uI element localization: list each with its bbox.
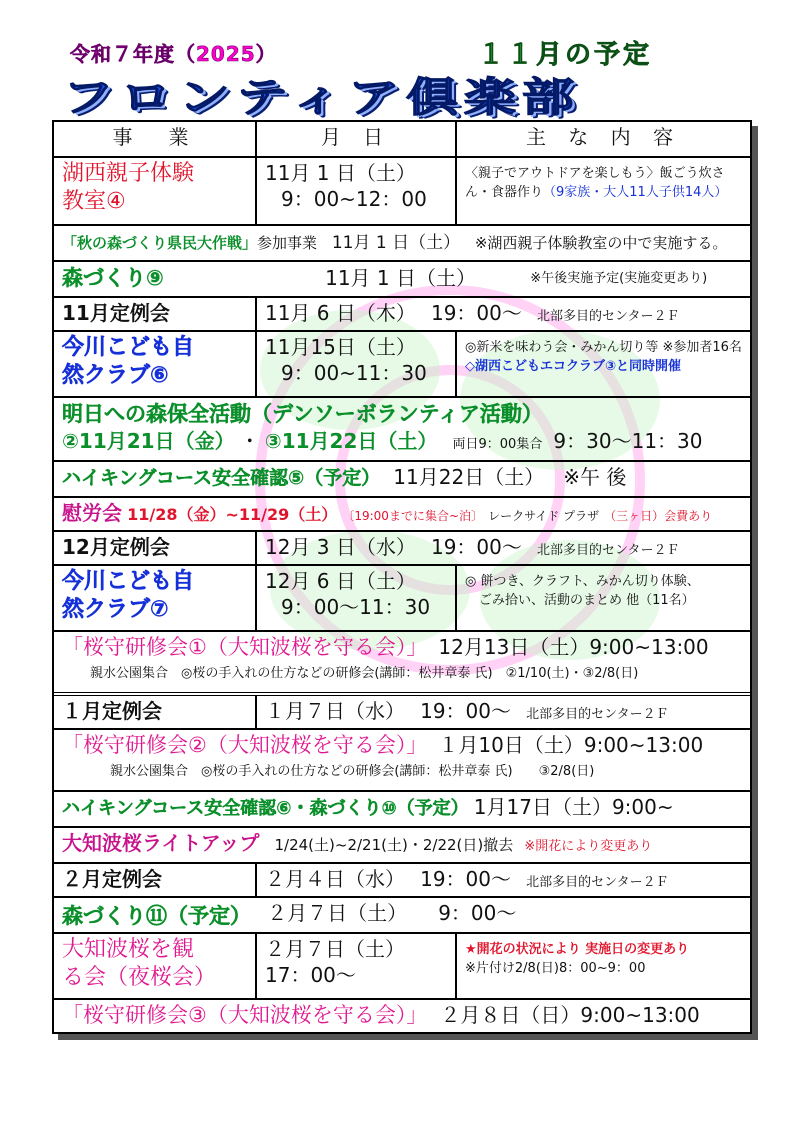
date-cell xyxy=(257,158,457,224)
date-text: ②11月21日（金） xyxy=(62,429,235,453)
table-row xyxy=(54,156,750,224)
time-text: 9：00～ xyxy=(438,901,517,925)
time-text: 9：00～11：30 xyxy=(281,595,431,619)
place-text: レークサイド プラザ xyxy=(488,509,600,523)
table-row xyxy=(54,296,750,330)
content-text: ◎新米を味わう会・みかん切り等 ※参加者16名 xyxy=(465,340,742,355)
event-line xyxy=(54,462,750,496)
date-text: ２月７日（土） xyxy=(267,901,408,925)
event-name: 森づくり⑪（予定） xyxy=(62,903,251,928)
fee-text: （三ヶ日）会費あり xyxy=(604,509,713,523)
event-name: 大知波桜ライトアップ xyxy=(62,831,260,855)
event-name: 明日への森保全活動（デンソーボランティア活動） xyxy=(62,402,543,426)
event-name: 「秋の森づくり県民大作戦」 xyxy=(62,234,258,252)
header-content: 主 な 内 容 xyxy=(525,125,682,149)
event-line xyxy=(54,792,750,826)
date-text: 12月 6 日（土） xyxy=(265,569,416,593)
content-text: ごみ拾い、活動のまとめ 他（11名） xyxy=(479,593,695,608)
event-block xyxy=(54,632,750,692)
event-name: る会（夜桜会） xyxy=(62,965,217,990)
event-cell xyxy=(54,934,257,998)
date-text: ２月４日（水） xyxy=(265,867,405,891)
header-event: 事 業 xyxy=(54,122,257,156)
table-row xyxy=(54,826,750,862)
date-text: ③11月22日（土） xyxy=(264,429,438,453)
content-text: ★開花の状況により 実施日の変更あり xyxy=(465,942,690,957)
detail-text: 親水公園集合 ◎桜の手入れの仕方などの研修会(講師：松井章泰 氏) ②1/10(土)・③2/8(日) xyxy=(90,666,639,681)
time-text: 9：00~11：30 xyxy=(281,361,427,385)
table-row xyxy=(54,932,750,998)
table-row xyxy=(54,396,750,460)
table-row xyxy=(54,460,750,496)
table-row xyxy=(54,692,750,728)
time-text: 9：30～11：30 xyxy=(553,429,703,453)
participant-note: （9家族・大人11人子供14人） xyxy=(543,185,728,200)
date-text: 11月 1 日（土） xyxy=(265,161,416,185)
event-name: 「桜守研修会②（大知波桜を守る会）」 xyxy=(62,733,428,757)
event-name: 12月定例会 xyxy=(54,532,257,564)
location-text: 北部多目的センター２Ｆ xyxy=(526,875,669,890)
date-cell xyxy=(257,934,457,998)
table-row xyxy=(54,790,750,826)
event-name: 湖西親子体験 xyxy=(62,161,195,186)
table-row xyxy=(54,330,750,396)
event-cell xyxy=(54,332,257,396)
time-text: 19：00～ xyxy=(430,301,522,325)
date-text: 11/28（金）~11/29（土） xyxy=(127,505,338,524)
date-cell xyxy=(257,566,457,630)
table-row xyxy=(54,630,750,692)
content-cell xyxy=(457,566,750,630)
month-title: １１月の予定 xyxy=(478,40,653,70)
date-text: 11月22日（土） xyxy=(393,465,545,489)
event-line xyxy=(54,828,750,862)
detail-text: 親水公園集合 ◎桜の手入れの仕方などの研修会(講師：松井章泰 氏) ③2/8(日) xyxy=(110,764,595,779)
event-line xyxy=(54,498,750,530)
event-name: 今川こども自 xyxy=(62,335,195,360)
event-line xyxy=(54,898,750,932)
date-separator: ・ xyxy=(239,429,260,453)
schedule-table xyxy=(52,120,752,1034)
event-name: 然クラブ⑦ xyxy=(62,597,169,622)
event-name: ２月定例会 xyxy=(54,864,257,896)
content-text: ◇湖西こどもエコクラブ③と同時開催 xyxy=(465,359,682,374)
content-cell xyxy=(457,158,750,224)
date-time-cell xyxy=(257,298,750,330)
event-line xyxy=(54,1000,750,1032)
date-text: ２月７日（土） xyxy=(265,937,405,961)
date-text: 11月 1 日（土） xyxy=(331,233,461,253)
club-title: フロンティア倶楽部 xyxy=(62,74,580,121)
table-row xyxy=(54,530,750,564)
location-text: 北部多目的センター２Ｆ xyxy=(536,543,680,558)
table-row xyxy=(54,224,750,260)
event-name: ハイキングコース安全確認⑤（予定） xyxy=(62,467,381,489)
content-text: ※片付け2/8(日)8：00~9：00 xyxy=(465,961,646,976)
event-name: ハイキングコース安全確認⑥・森づくり⑩（予定） xyxy=(62,798,469,819)
location-text: 北部多目的センター２Ｆ xyxy=(526,707,669,722)
event-block xyxy=(54,398,750,460)
date-text: 11月 6 日（木） xyxy=(265,301,416,325)
table-row xyxy=(54,896,750,932)
time-text: 9：00~12：00 xyxy=(281,187,427,211)
event-name: 大知波桜を観 xyxy=(62,937,195,962)
date-text: 11月15日（土） xyxy=(265,335,416,359)
table-row xyxy=(54,260,750,296)
location-text: 北部多目的センター２Ｆ xyxy=(536,309,680,324)
event-line xyxy=(54,226,750,260)
date-text: 1月17日（土）9:00~ xyxy=(473,795,674,819)
note-text: 〔19:00までに集合~泊〕 xyxy=(342,509,483,523)
date-text: 12月13日（土）9:00~13:00 xyxy=(438,635,709,659)
time-text: 19：00～ xyxy=(420,699,511,723)
event-line xyxy=(54,262,750,296)
gather-text: 両日9：00集合 xyxy=(452,437,543,452)
event-cell xyxy=(54,158,257,224)
content-text: ◎ 餅つき、クラフト、みかん切り体験、 xyxy=(465,574,700,589)
table-row xyxy=(54,728,750,790)
content-text: ※午 後 xyxy=(563,465,627,489)
content-cell xyxy=(457,332,750,396)
date-text: 11月 1 日（土） xyxy=(325,266,476,290)
table-row xyxy=(54,564,750,630)
table-row xyxy=(54,496,750,530)
content-text: ※午後実施予定(実施変更あり) xyxy=(530,270,708,286)
date-text: ２月８日（日）9:00~13:00 xyxy=(440,1003,700,1027)
header-date: 月 日 xyxy=(257,122,457,156)
event-cell xyxy=(54,566,257,630)
content-cell xyxy=(457,934,750,998)
event-block xyxy=(54,730,750,790)
event-name: 森づくり⑨ xyxy=(62,266,164,290)
time-text: 19：00～ xyxy=(420,867,511,891)
table-row xyxy=(54,862,750,896)
event-name: １月定例会 xyxy=(54,696,257,728)
date-text: 12月 3 日（水） xyxy=(265,535,416,559)
content-text: ※湖西親子体験教室の中で実施する。 xyxy=(474,234,728,252)
date-time-cell xyxy=(257,696,750,728)
date-text: １月７日（水） xyxy=(265,699,405,723)
event-name: 慰労会 xyxy=(62,501,122,525)
event-name: 今川こども自 xyxy=(62,569,195,594)
event-name: 11月定例会 xyxy=(54,298,257,330)
event-name: 「桜守研修会①（大知波桜を守る会）」 xyxy=(62,635,428,659)
note-text: ※開花により変更あり xyxy=(524,839,653,854)
time-text: 17：00～ xyxy=(265,963,356,987)
content-text: 〈親子でアウトドアを楽しもう〉飯ごう炊さ xyxy=(465,166,725,181)
event-name: 然クラブ⑥ xyxy=(62,363,169,388)
content-text: ん・食器作り xyxy=(465,185,544,200)
event-name: 教室④ xyxy=(62,189,126,214)
time-text: 19：00～ xyxy=(430,535,522,559)
fiscal-year-label: 令和７年度（2025） xyxy=(70,42,277,66)
table-row xyxy=(54,998,750,1032)
date-cell xyxy=(257,332,457,396)
date-text: １月10日（土）9:00~13:00 xyxy=(438,733,704,757)
event-name: 「桜守研修会③（大知波桜を守る会）」 xyxy=(62,1003,428,1027)
date-time-cell xyxy=(257,864,750,896)
table-header-row xyxy=(54,122,750,156)
event-suffix: 参加事業 xyxy=(257,234,318,252)
date-text: 1/24(土)~2/21(土)・2/22(日)撤去 xyxy=(274,836,514,854)
date-time-cell xyxy=(257,532,750,564)
